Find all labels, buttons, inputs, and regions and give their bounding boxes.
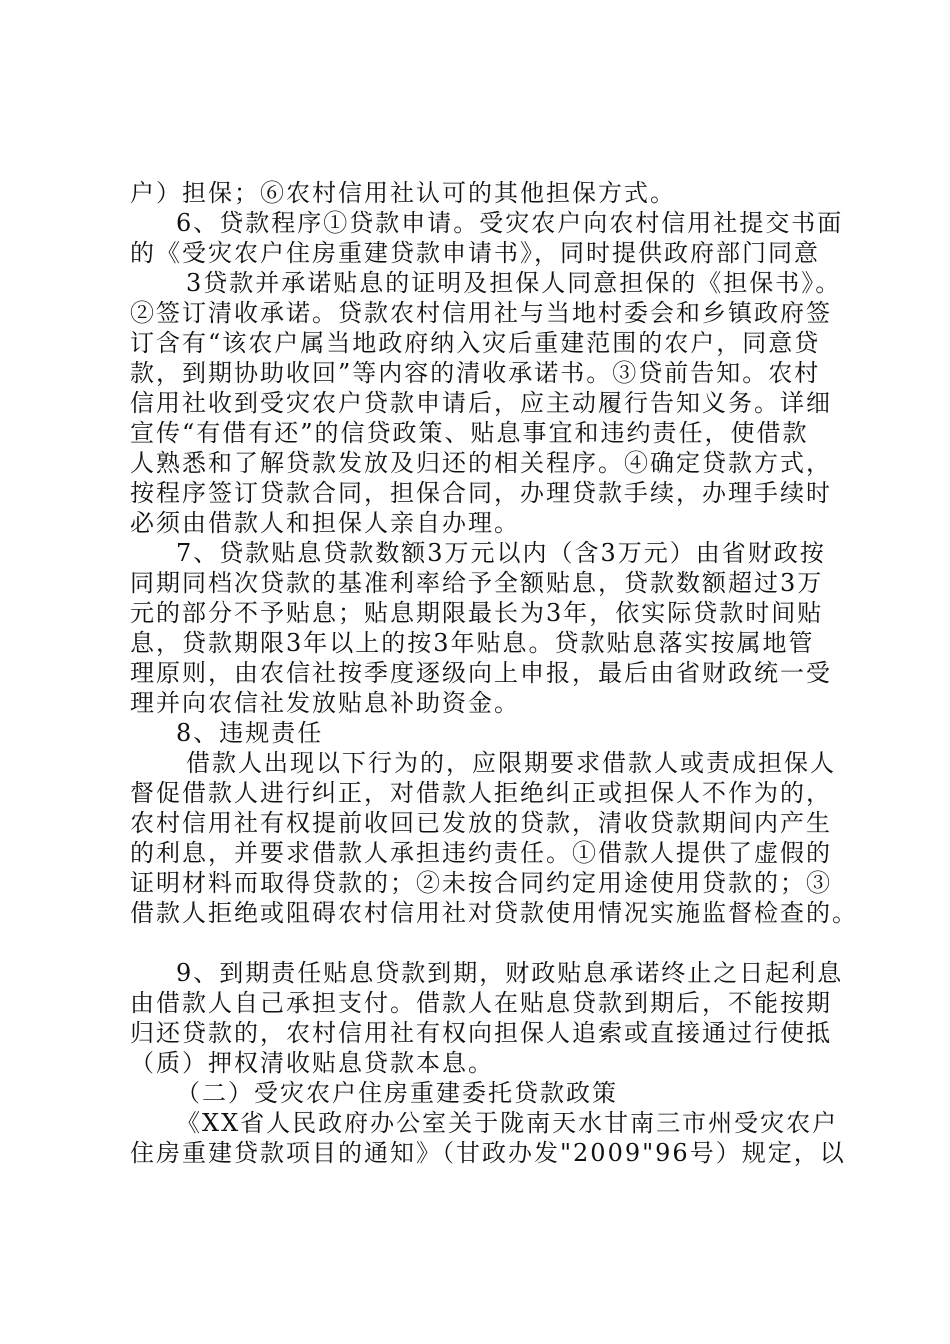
text-line: ②签订清收承诺。贷款农村信用社与当地村委会和乡镇政府签 xyxy=(130,299,832,327)
text-line: 的《受灾农户住房重建贷款申请书》，同时提供政府部门同意 xyxy=(130,239,820,267)
text-line: 信用社收到受灾农户贷款申请后，应主动履行告知义务。详细 xyxy=(130,389,832,417)
text-line: 归还贷款的，农村信用社有权向担保人追索或直接通过行使抵 xyxy=(130,1019,832,1047)
text-line: 人熟悉和了解贷款发放及归还的相关程序。④确定贷款方式， xyxy=(130,449,832,477)
text-line: 借款人出现以下行为的，应限期要求借款人或责成担保人 xyxy=(186,749,836,777)
text-line: 元的部分不予贴息；贴息期限最长为3年，依实际贷款时间贴 xyxy=(130,599,824,627)
text-line: 证明材料而取得贷款的；②未按合同约定用途使用贷款的；③ xyxy=(130,869,832,897)
text-line: 7、贷款贴息贷款数额3万元以内（含3万元）由省财政按 xyxy=(176,539,826,567)
text-line: （二）受灾农户住房重建委托贷款政策 xyxy=(176,1079,618,1107)
text-line: 理原则，由农信社按季度逐级向上申报，最后由省财政统一受 xyxy=(130,659,832,687)
text-line: 借款人拒绝或阻碍农村信用社对贷款使用情况实施监督检查的。 xyxy=(130,899,858,927)
text-line: 宣传“有借有还”的信贷政策、贴息事宜和违约责任，使借款 xyxy=(130,419,809,447)
text-line: 款，到期协助收回”等内容的清收承诺书。③贷前告知。农村 xyxy=(130,359,821,387)
text-line: 督促借款人进行纠正，对借款人拒绝纠正或担保人不作为的， xyxy=(130,779,832,807)
text-line: 户）担保；⑥农村信用社认可的其他担保方式。 xyxy=(130,179,676,207)
text-line: 9、到期责任贴息贷款到期，财政贴息承诺终止之日起利息 xyxy=(176,959,844,987)
text-line: 3贷款并承诺贴息的证明及担保人同意担保的《担保书》。 xyxy=(186,269,842,297)
text-line: 息，贷款期限3年以上的按3年贴息。贷款贴息落实按属地管 xyxy=(130,629,815,657)
text-line: 农村信用社有权提前收回已发放的贷款，清收贷款期间内产生 xyxy=(130,809,832,837)
text-line: 订含有“该农户属当地政府纳入灾后重建范围的农户，同意贷 xyxy=(130,329,821,357)
text-line: 按程序签订贷款合同，担保合同，办理贷款手续，办理手续时 xyxy=(130,479,832,507)
text-line: 必须由借款人和担保人亲自办理。 xyxy=(130,509,520,537)
text-line: 的利息，并要求借款人承担违约责任。①借款人提供了虚假的 xyxy=(130,839,832,867)
text-line: 6、贷款程序①贷款申请。受灾农户向农村信用社提交书面 xyxy=(176,209,844,237)
text-line: 理并向农信社发放贴息补助资金。 xyxy=(130,689,520,717)
text-line: 《XX省人民政府办公室关于陇南天水甘南三市州受灾农户 xyxy=(176,1109,839,1137)
text-line: 8、违规责任 xyxy=(176,719,324,747)
text-line: 由借款人自己承担支付。借款人在贴息贷款到期后，不能按期 xyxy=(130,989,832,1017)
text-line: 住房重建贷款项目的通知》（甘政办发"2009"96号）规定，以 xyxy=(130,1139,846,1167)
text-line: （质）押权清收贴息贷款本息。 xyxy=(130,1049,494,1077)
text-line: 同期同档次贷款的基准利率给予全额贴息，贷款数额超过3万 xyxy=(130,569,824,597)
